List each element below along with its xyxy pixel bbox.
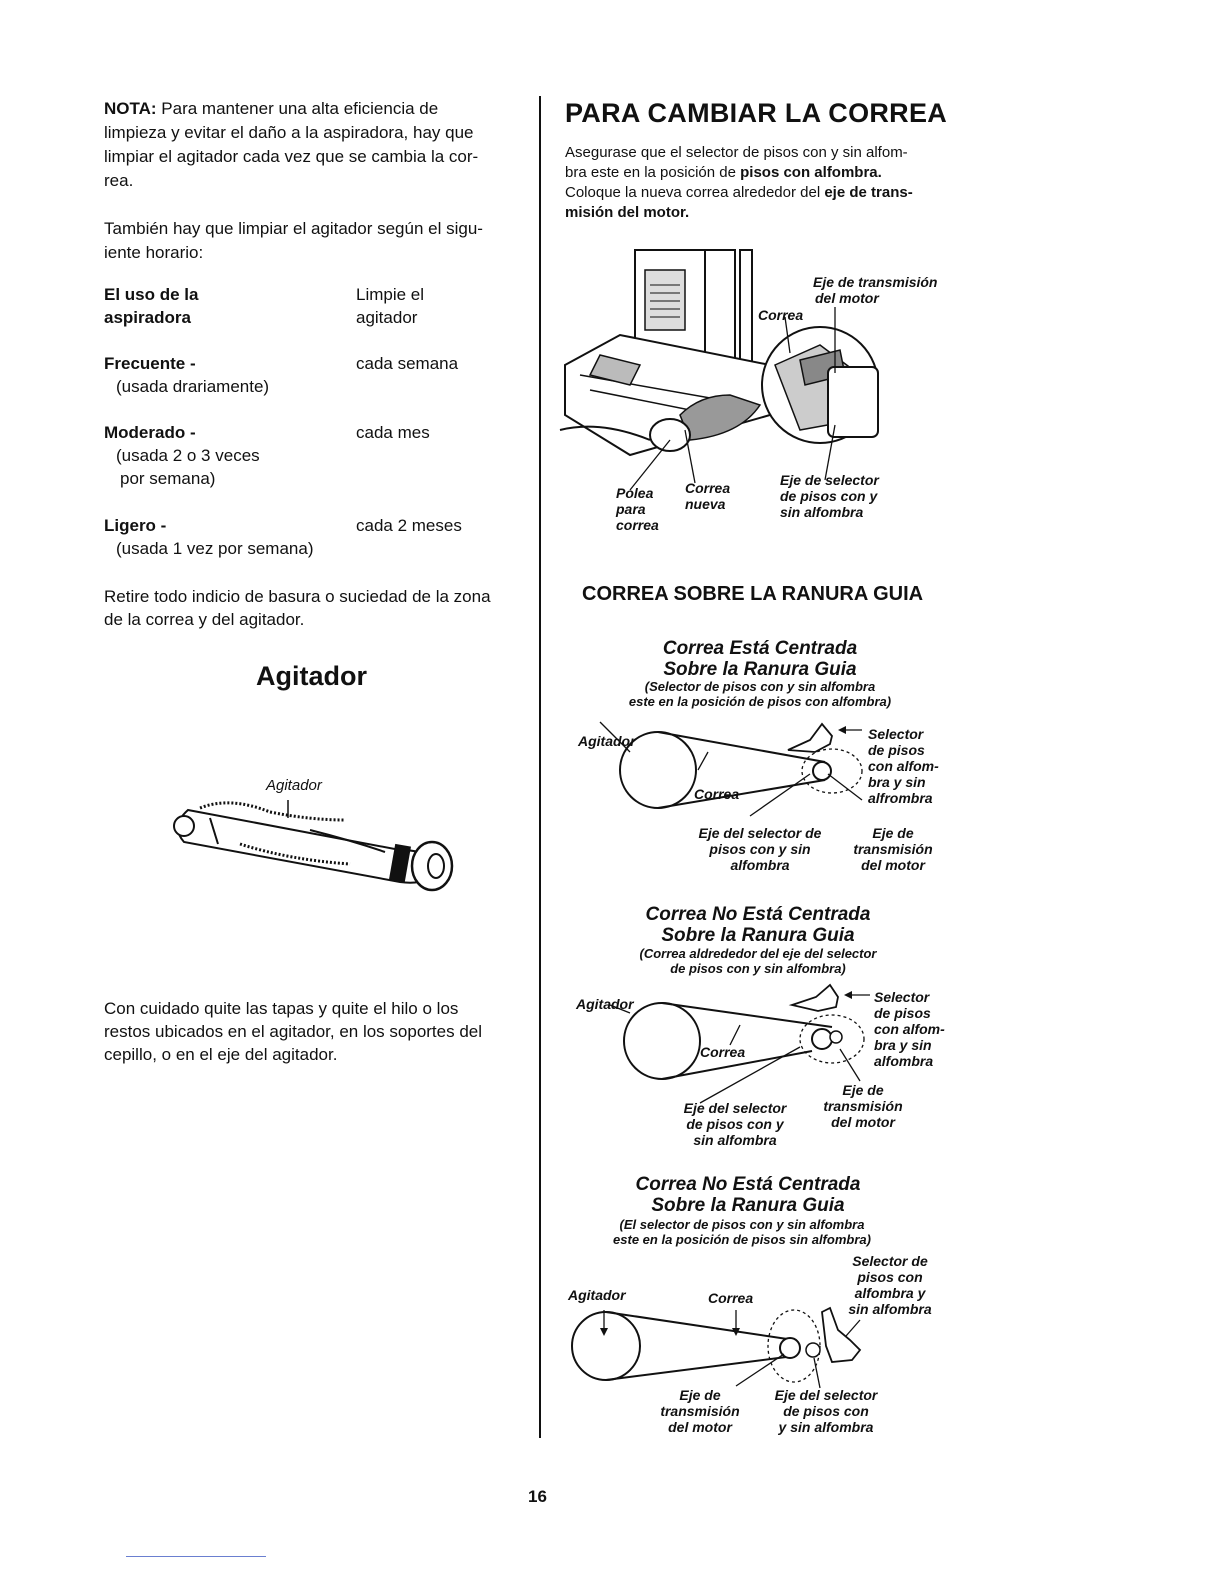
fig1-label-correa-nueva: Correa nueva — [685, 480, 731, 512]
d2-label-selector: Selector de pisos con alfom- bra y sin alfombra — [874, 989, 945, 1069]
agitador-heading: Agitador — [256, 661, 367, 691]
intro-line-1: Asegurase que el selector de pisos con y sin alfom- — [565, 144, 908, 161]
footer-rule — [126, 1556, 266, 1557]
d3-note: (El selector de pisos con y sin alfombra este en la posición de pisos sin alfombra) — [613, 1217, 871, 1247]
cuidado-line-1: Con cuidado quite las tapas y quite el hilo o los — [104, 999, 459, 1018]
schedule-header-usage-1: El uso de la — [104, 285, 199, 304]
agitator-illustration — [170, 790, 460, 890]
tambien-line-1: También hay que limpiar el agitador según el sigu- — [104, 219, 483, 238]
retire-line-2: de la correa y del agitador. — [104, 610, 305, 629]
d3-title: Correa No Está Centrada Sobre la Ranura Guia — [635, 1174, 861, 1216]
schedule-row-frequency: cada 2 meses — [356, 516, 462, 535]
nota-label: NOTA: — [104, 99, 157, 118]
agitador-figure-label: Agitador — [266, 777, 322, 794]
retire-line-1: Retire todo indicio de basura o suciedad de la zona — [104, 587, 491, 606]
schedule-row-detail: por semana) — [120, 469, 216, 488]
page-number: 16 — [528, 1487, 547, 1506]
d3-label-eje-selector: Eje del selector de pisos con y sin alfombra — [774, 1387, 878, 1435]
d2-label-eje-transmision: Eje de transmisión del motor — [823, 1082, 903, 1130]
d1-label-eje-selector: Eje del selector de pisos con y sin alfombra — [698, 825, 822, 873]
section-title: PARA CAMBIAR LA CORREA — [565, 98, 948, 128]
schedule-row-frequency: cada mes — [356, 423, 430, 442]
d3-label-eje-transmision: Eje de transmisión del motor — [660, 1387, 740, 1435]
intro-line-2: bra este en la posición de pisos con alfombra. — [565, 164, 882, 181]
subheading-ranura-guia: CORREA SOBRE LA RANURA GUIA — [582, 583, 924, 605]
schedule-row-usage: Frecuente - — [104, 354, 196, 373]
d2-label-correa: Correa — [700, 1044, 746, 1060]
nota-line-1: NOTA: Para mantener una alta eficiencia de — [104, 99, 439, 118]
column-divider — [539, 96, 541, 1438]
schedule-row-detail: (usada drariamente) — [116, 377, 270, 396]
cuidado-line-2: restos ubicados en el agitador, en los soportes del — [104, 1022, 483, 1041]
nota-line-2: limpieza y evitar el daño a la aspiradora, hay que — [104, 123, 474, 142]
schedule-header-clean-1: Limpie el — [356, 285, 425, 304]
d2-label-eje-selector: Eje del selector de pisos con y sin alfombra — [683, 1100, 787, 1148]
nota-line-3: limpiar el agitador cada vez que se cambia la cor- — [104, 147, 479, 166]
schedule-row-detail: (usada 2 o 3 veces — [116, 446, 260, 465]
nota-line-4: rea. — [104, 171, 134, 190]
d1-label-eje-transmision: Eje de transmisión del motor — [853, 825, 933, 873]
intro-line-3: Coloque la nueva correa alrededor del eje de trans- — [565, 184, 913, 201]
schedule-row-usage: Ligero - — [104, 516, 167, 535]
intro-line-4: misión del motor. — [565, 204, 690, 221]
fig1-label-correa: Correa — [758, 307, 804, 323]
cuidado-line-3: cepillo, o en el eje del agitador. — [104, 1045, 338, 1064]
d2-label-agitador: Agitador — [576, 996, 634, 1012]
fig1-label-eje-selector: Eje de selector de pisos con y sin alfombra — [780, 472, 879, 520]
d2-note: (Correa aldrededor del eje del selector de pisos con y sin alfombra) — [639, 946, 877, 976]
d1-label-agitador: Agitador — [578, 733, 636, 749]
d3-label-agitador: Agitador — [568, 1287, 626, 1303]
schedule-row-detail: (usada 1 vez por semana) — [116, 539, 314, 558]
d1-label-correa: Correa — [694, 786, 740, 802]
d2-title: Correa No Está Centrada Sobre la Ranura Guia — [645, 904, 871, 946]
fig1-label-polea: Polea para correa — [616, 485, 659, 533]
schedule-header-clean-2: agitador — [356, 308, 418, 327]
schedule-row-usage: Moderado - — [104, 423, 196, 442]
d3-label-correa: Correa — [708, 1290, 754, 1306]
d1-belt-diagram — [600, 722, 860, 827]
d3-label-selector: Selector de pisos con alfombra y sin alfombra — [848, 1253, 932, 1317]
d1-label-selector: Selector de pisos con alfom- bra y sin alfrombra — [868, 726, 939, 806]
d1-title: Correa Está Centrada Sobre la Ranura Guia — [662, 638, 858, 680]
schedule-row-frequency: cada semana — [356, 354, 459, 373]
tambien-line-2: iente horario: — [104, 243, 204, 262]
fig1-label-eje-transmision: Eje de transmisión del motor — [813, 274, 938, 306]
schedule-header-usage-2: aspiradora — [104, 308, 191, 327]
d1-note: (Selector de pisos con y sin alfombra este en la posición de pisos con alfombra) — [628, 679, 892, 709]
